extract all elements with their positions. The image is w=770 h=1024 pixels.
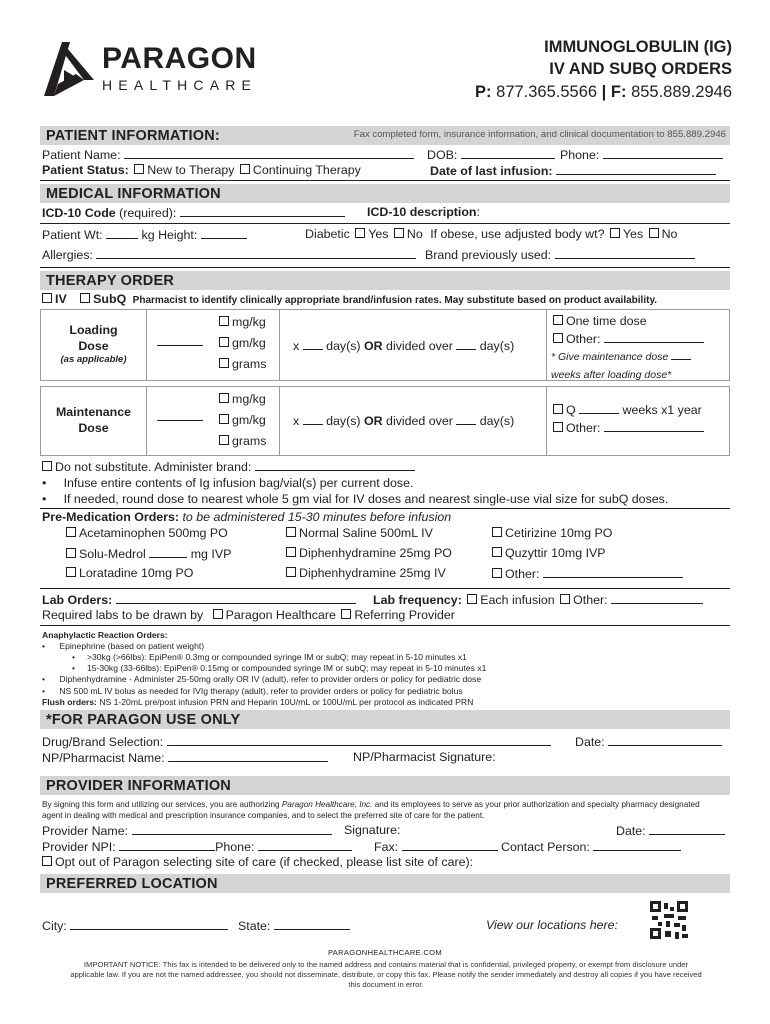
provider-name-label: Provider Name:: [42, 824, 129, 839]
state-field[interactable]: [274, 918, 350, 930]
iv-label: IV: [55, 292, 67, 306]
form-header: [40, 36, 730, 122]
route-row: [40, 292, 730, 307]
lab-orders-label: Lab Orders:: [42, 592, 113, 607]
premed-label: Pre-Medication Orders:: [42, 510, 180, 524]
labs-paragon-checkbox[interactable]: [213, 609, 223, 619]
provider-info-heading: PROVIDER INFORMATION: [46, 777, 231, 794]
phone-label: P:: [475, 83, 492, 101]
loading-applicable-label: (as applicable): [60, 354, 127, 365]
auth-company: Paragon Healthcare, Inc.: [281, 799, 373, 809]
solumedrol-label: Solu-Medrol: [79, 546, 146, 561]
np-signature-label: NP/Pharmacist Signature:: [353, 749, 496, 764]
flush-text: NS 1-20mL pre/post infusion PRN and Heparin 10U/mL or 100U/mL per protocol as indicated PRN: [99, 696, 474, 707]
last-infusion-field[interactable]: [556, 163, 716, 175]
therapy-notes: Do not substitute. Administer brand: • Infuse entire contents of Ig infusion bag/vial(s) per current dose. • If needed, round dose to nearest whole 5 gm vial for IV doses and nearest single-use vial size for subQ doses.: [42, 460, 669, 506]
loading-other-field[interactable]: [604, 331, 704, 343]
quzyttir-label: Quzyttir 10mg IVP: [505, 545, 606, 560]
lab-other-label: Other:: [573, 592, 608, 607]
loading-x-label: x: [293, 339, 300, 353]
loading-mgkg-checkbox[interactable]: [219, 316, 229, 326]
acetaminophen-label: Acetaminophen 500mg PO: [79, 525, 228, 540]
maintenance-label: Maintenance: [55, 405, 132, 419]
drug-brand-label: Drug/Brand Selection:: [42, 734, 164, 749]
maint-mgkg-checkbox[interactable]: [219, 393, 229, 403]
diph-po-checkbox[interactable]: [286, 547, 296, 557]
city-label: City:: [42, 919, 67, 934]
acetaminophen-checkbox[interactable]: [66, 527, 76, 537]
medical-info-header: [40, 184, 730, 203]
provider-phone-label: Phone:: [215, 840, 255, 855]
flush-label: Flush orders:: [42, 696, 97, 707]
form-title: [475, 36, 732, 104]
paragon-date-field[interactable]: [608, 734, 722, 746]
diabetic-no-label: No: [406, 227, 423, 241]
maint-grams-checkbox[interactable]: [219, 435, 229, 445]
cetirizine-label: Cetirizine 10mg PO: [505, 525, 613, 540]
maintenance-dose-table: [40, 386, 730, 456]
opt-out-checkbox[interactable]: [42, 856, 52, 866]
provider-npi-field[interactable]: [119, 839, 215, 851]
maint-gmkg-checkbox[interactable]: [219, 414, 229, 424]
medical-info-heading: MEDICAL INFORMATION: [46, 186, 221, 202]
maintenance-amount-field[interactable]: [157, 409, 203, 421]
premed-other-checkbox[interactable]: [492, 568, 502, 578]
provider-phone-field[interactable]: [258, 839, 352, 851]
continuing-therapy-checkbox[interactable]: [240, 164, 250, 174]
therapy-order-heading: THERAPY ORDER: [46, 273, 175, 289]
labs-paragon-label: Paragon Healthcare: [225, 607, 336, 622]
maint-days-label: day(s): [326, 414, 361, 428]
premed-note: to be administered 15-30 minutes before infusion: [182, 510, 452, 524]
solumedrol-checkbox[interactable]: [66, 548, 76, 558]
contact-person-field[interactable]: [593, 839, 681, 851]
icd-code-field[interactable]: [180, 205, 345, 217]
loading-days-label: day(s): [326, 339, 361, 353]
patient-status-row: [40, 163, 730, 181]
drug-brand-row: [40, 734, 730, 750]
obese-no-label: No: [661, 227, 678, 241]
solumedrol-unit: mg IVP: [190, 546, 232, 561]
iv-checkbox[interactable]: [42, 293, 52, 303]
diabetic-label: Diabetic: [305, 227, 350, 241]
maint-other-field[interactable]: [604, 420, 704, 432]
locations-qr-code-icon[interactable]: [650, 901, 688, 939]
state-label: State:: [238, 919, 271, 934]
authorization-text: [40, 799, 730, 821]
preferred-location-header: [40, 874, 730, 893]
epinephrine-over-30kg: >30kg (>66lbs): EpiPen® 0.3mg or compounded syringe IM or subQ; may repeat in 5-10 minutes x1: [86, 651, 467, 662]
maint-days-field[interactable]: [303, 413, 323, 425]
lab-other-checkbox[interactable]: [560, 594, 570, 604]
epinephrine-15-30kg: 15-30kg (33-66lbs): EpiPen® 0.15mg or compounded syringe IM or subQ; may repeat in 5-10 minutes x1: [86, 663, 487, 674]
loading-days-field[interactable]: [303, 338, 323, 350]
drug-brand-field[interactable]: [167, 734, 551, 746]
weeks-after-label: weeks after loading dose*: [551, 369, 672, 381]
diabetic-yes-checkbox[interactable]: [355, 228, 365, 238]
contact-divider: |: [601, 83, 607, 101]
do-not-substitute-checkbox[interactable]: [42, 461, 52, 471]
continuing-therapy-label: Continuing Therapy: [252, 163, 361, 177]
fax-label: F:: [610, 83, 627, 101]
phone-number: 877.365.5566: [496, 83, 598, 101]
weeks-x1-label: weeks x1 year: [622, 403, 702, 417]
brand-previous-field[interactable]: [555, 247, 695, 259]
provider-name-field[interactable]: [132, 823, 332, 835]
lab-frequency-label: Lab frequency:: [373, 592, 462, 607]
preferred-location-heading: PREFERRED LOCATION: [46, 876, 218, 893]
order-form: [40, 36, 730, 990]
fax-instructions: Fax completed form, insurance information, and clinical documentation to 855.889.2946: [353, 129, 726, 140]
confidentiality-notice: [26, 960, 746, 990]
kg-label: kg: [141, 228, 155, 242]
allergies-field[interactable]: [96, 247, 416, 259]
brand-previous-label: Brand previously used:: [425, 248, 552, 262]
provider-fax-label: Fax:: [374, 840, 399, 855]
maint-grams-label: grams: [232, 434, 267, 448]
title-line-1: IMMUNOGLOBULIN (IG): [544, 38, 732, 56]
subq-checkbox[interactable]: [80, 293, 90, 303]
maint-divided-days-label: day(s): [479, 414, 515, 428]
round-dose-bullet: If needed, round dose to nearest whole 5 gm vial for IV doses and nearest single-use vial size for subQ doses.: [63, 492, 669, 506]
dob-field[interactable]: [461, 147, 555, 159]
therapy-order-header: [40, 271, 730, 290]
fax-number: 855.889.2946: [631, 83, 732, 101]
loading-amount-field[interactable]: [157, 334, 203, 346]
diph-iv-label: Diphenhydramine 25mg IV: [299, 565, 446, 580]
patient-status-label: Patient Status:: [42, 163, 129, 177]
loading-other-checkbox[interactable]: [553, 333, 563, 343]
contact-line: [475, 80, 732, 104]
loading-mgkg-label: mg/kg: [232, 315, 266, 329]
notice-line-3: this document in error.: [348, 979, 424, 989]
labs-drawn-label: Required labs to be drawn by: [42, 607, 204, 622]
loading-divided-field[interactable]: [456, 338, 476, 350]
new-therapy-checkbox[interactable]: [134, 164, 144, 174]
footer-url[interactable]: PARAGONHEALTHCARE.COM: [327, 948, 443, 958]
solumedrol-field[interactable]: [149, 546, 187, 558]
infuse-bullet: Infuse entire contents of Ig infusion bag/vial(s) per current dose.: [63, 476, 414, 490]
brand-name: PARAGON: [102, 42, 257, 75]
icd-row: [40, 205, 730, 224]
loading-dose-table: [40, 309, 730, 381]
each-infusion-label: Each infusion: [480, 592, 555, 607]
diabetic-yes-label: Yes: [368, 227, 389, 241]
maint-gmkg-label: gm/kg: [232, 413, 266, 427]
provider-fax-field[interactable]: [402, 839, 498, 851]
q-weeks-checkbox[interactable]: [553, 404, 563, 414]
obese-no-checkbox[interactable]: [649, 228, 659, 238]
brand-subtitle: HEALTHCARE: [102, 77, 258, 93]
lab-orders-row: [40, 592, 730, 608]
ns-bolus-line: NS 500 mL IV bolus as needed for IVIg therapy (adult), refer to provider orders or policy for pediatric bolus: [59, 685, 463, 696]
allergies-row: [40, 247, 730, 268]
diph-iv-checkbox[interactable]: [286, 567, 296, 577]
q-label: Q: [566, 403, 576, 417]
height-label: Height:: [158, 228, 198, 242]
patient-phone-label: Phone:: [560, 148, 600, 162]
patient-phone-field[interactable]: [603, 147, 723, 159]
icd-description-colon: :: [476, 205, 480, 219]
labs-referring-checkbox[interactable]: [341, 609, 351, 619]
diph-po-label: Diphenhydramine 25mg PO: [299, 545, 452, 560]
opt-out-label: Opt out of Paragon selecting site of care (if checked, please list site of care):: [55, 855, 474, 870]
premed-other-label: Other:: [505, 566, 540, 581]
title-line-2: IV AND SUBQ ORDERS: [549, 60, 732, 78]
city-field[interactable]: [70, 918, 228, 930]
contact-person-label: Contact Person:: [501, 840, 590, 855]
loading-gmkg-checkbox[interactable]: [219, 337, 229, 347]
loading-dose-label: Dose: [78, 338, 109, 353]
provider-npi-row: [40, 839, 730, 855]
paragon-use-header: [40, 710, 730, 729]
weight-field[interactable]: [106, 227, 138, 239]
provider-signature-label: Signature:: [344, 823, 401, 838]
last-infusion-label: Date of last infusion:: [430, 164, 553, 178]
maintenance-dose-label: Dose: [78, 420, 109, 435]
icd-description-label: ICD-10 description: [367, 205, 477, 219]
maint-x-label: x: [293, 414, 300, 428]
paragon-logo-icon: [40, 40, 96, 98]
patient-info-heading: PATIENT INFORMATION:: [46, 128, 220, 144]
weight-label: Patient Wt:: [42, 228, 103, 242]
q-weeks-field[interactable]: [579, 402, 619, 414]
np-name-field[interactable]: [168, 750, 328, 762]
np-row: [40, 750, 730, 768]
auth-text-1: By signing this form and utilizing our services, you are authorizing: [42, 799, 280, 809]
saline-checkbox[interactable]: [286, 527, 296, 537]
premed-section: [40, 508, 730, 589]
new-therapy-label: New to Therapy: [147, 163, 235, 177]
provider-info-header: [40, 776, 730, 795]
premed-other-field[interactable]: [543, 566, 683, 578]
loading-grams-checkbox[interactable]: [219, 358, 229, 368]
one-time-label: One time dose: [566, 314, 647, 328]
weight-row: [40, 227, 730, 247]
loratadine-label: Loratadine 10mg PO: [79, 565, 194, 580]
do-not-substitute-label: Do not substitute. Administer brand:: [55, 460, 252, 474]
paragon-use-heading: *FOR PARAGON USE ONLY: [46, 711, 241, 728]
epinephrine-line: Epinephrine (based on patient weight): [59, 640, 205, 651]
maint-other-label: Other:: [566, 421, 601, 435]
patient-name-label: Patient Name:: [42, 148, 121, 162]
saline-label: Normal Saline 500mL IV: [299, 525, 433, 540]
icd-code-label: ICD-10 Code: [42, 206, 116, 220]
notice-line-2: applicable law. If you are not the named addressee, you should not disseminate, distribute, or copy this fax. Please notify the sender immediately and destroy all copies if you have received: [70, 969, 702, 979]
weeks-after-field[interactable]: [671, 348, 691, 360]
dob-label: DOB:: [427, 148, 458, 162]
loading-label: Loading: [69, 323, 118, 337]
lab-other-field[interactable]: [611, 592, 703, 604]
diphenhydramine-line: Diphenhydramine - Administer 25-50mg orally OR IV (adult), refer to provider orders or policy for pediatric dose: [59, 674, 482, 685]
maint-other-checkbox[interactable]: [553, 422, 563, 432]
lab-orders-field[interactable]: [116, 592, 356, 604]
anaphylactic-section: Anaphylactic Reaction Orders: • Epinephrine (based on patient weight) • >30kg (>66lbs): EpiPen® 0.3mg or compounded syringe IM or subQ; may repeat in 5-10 minutes x1 • 15-30kg (33-66lbs): EpiPen® 0.15mg or compounded syringe IM or subQ; may repeat in 5-10 minutes x1 • Diphenhydramine - Administer 25-50mg orally OR IV (adult), refer to provider orders or policy for pediatric dose • NS 500 mL IV bolus as needed for IVIg therapy (adult), refer to provider orders or policy for pediatric bolus Flush orders: NS 1-20mL pre/post infusion PRN and Heparin 10U/mL or 100U/mL per protocol as indicated PRN: [40, 630, 730, 708]
maint-or-label: OR: [364, 414, 383, 428]
auth-text-3: agent in dealing with medical and prescription insurance companies, and to select the preferred site of care for the patient.: [42, 811, 485, 821]
provider-npi-label: Provider NPI:: [42, 840, 116, 855]
obese-yes-label: Yes: [622, 227, 644, 241]
loading-divided-days-label: day(s): [479, 339, 515, 353]
maint-days-text: [293, 413, 514, 430]
diabetic-no-checkbox[interactable]: [394, 228, 404, 238]
notice-line-1: IMPORTANT NOTICE: This fax is intended to be delivered only to the named address and contains material that is confidential, privileged property, or exempt from disclosure under: [83, 959, 689, 969]
each-infusion-checkbox[interactable]: [467, 594, 477, 604]
provider-date-label: Date:: [616, 824, 646, 839]
cetirizine-checkbox[interactable]: [492, 527, 502, 537]
obese-label: If obese, use adjusted body wt?: [430, 227, 605, 241]
loading-gmkg-label: gm/kg: [232, 336, 266, 350]
labs-drawn-row: [40, 608, 730, 626]
provider-name-row: [40, 823, 730, 839]
patient-name-row: [40, 147, 730, 163]
location-row: [40, 895, 730, 945]
obese-yes-checkbox[interactable]: [610, 228, 620, 238]
one-time-checkbox[interactable]: [553, 315, 563, 325]
paragon-date-label: Date:: [575, 734, 605, 749]
loading-grams-label: grams: [232, 357, 267, 371]
height-field[interactable]: [201, 227, 247, 239]
anaphylactic-heading: Anaphylactic Reaction Orders:: [42, 629, 168, 640]
quzyttir-checkbox[interactable]: [492, 547, 502, 557]
icd-description-field[interactable]: [483, 205, 718, 216]
maint-mgkg-label: mg/kg: [232, 392, 266, 406]
brand-field[interactable]: [255, 459, 415, 471]
subq-label: SubQ: [93, 292, 127, 306]
paragon-logo: [40, 40, 257, 98]
loading-or-label: OR: [364, 339, 383, 353]
loading-days-text: [293, 338, 514, 355]
give-maint-label: * Give maintenance dose: [551, 351, 669, 363]
maint-divided-label: divided over: [386, 414, 453, 428]
view-locations-label: View our locations here:: [486, 918, 619, 933]
patient-name-field[interactable]: [124, 147, 414, 159]
allergies-label: Allergies:: [42, 248, 93, 262]
maint-divided-field[interactable]: [456, 413, 476, 425]
loratadine-checkbox[interactable]: [66, 567, 76, 577]
labs-referring-label: Referring Provider: [354, 607, 455, 622]
pharmacist-note: Pharmacist to identify clinically appropriate brand/infusion rates. May substitute based on product availability.: [132, 295, 658, 306]
loading-divided-label: divided over: [386, 339, 453, 353]
icd-required-label: (required):: [119, 206, 177, 220]
auth-text-2: and its employees to serve as your prior authorization and specialty pharmacy designated: [374, 799, 700, 809]
patient-info-header: [40, 126, 730, 145]
opt-out-row: [40, 855, 730, 871]
np-name-label: NP/Pharmacist Name:: [42, 750, 165, 765]
provider-date-field[interactable]: [649, 823, 725, 835]
loading-other-label: Other:: [566, 332, 601, 346]
